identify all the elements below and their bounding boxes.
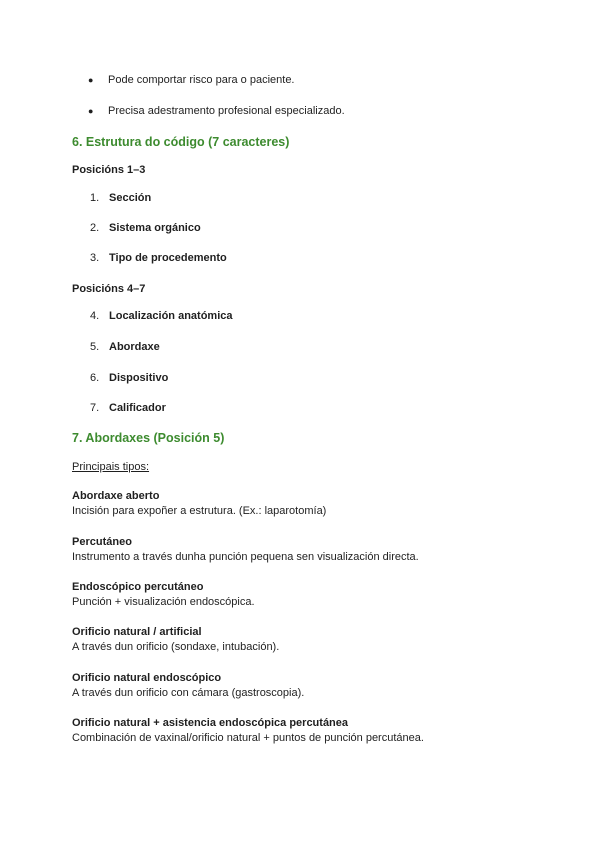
list-number: 2. <box>90 222 100 234</box>
list-text: Sistema orgánico <box>109 222 201 234</box>
definition-block <box>72 716 542 746</box>
definition-block <box>72 671 542 701</box>
definition-desc: Punción + visualización endoscópica. <box>72 596 255 608</box>
definition-desc: Instrumento a través dunha punción pequena sen visualización directa. <box>72 551 419 563</box>
list-text: Sección <box>109 192 152 204</box>
ordered-list-item <box>90 221 201 235</box>
bullet-glyph: ● <box>88 106 94 116</box>
bullet-text: Pode comportar risco para o paciente. <box>108 74 295 86</box>
definition-desc: A través dun orificio (sondaxe, intubación). <box>72 641 280 653</box>
list-text: Dispositivo <box>109 372 169 384</box>
definition-term: Endoscópico percutáneo <box>72 581 204 593</box>
list-text: Localización anatómica <box>109 310 233 322</box>
definition-term: Percutáneo <box>72 536 132 548</box>
definition-term: Orificio natural / artificial <box>72 626 202 638</box>
list-number: 7. <box>90 402 100 414</box>
section-heading-6: 6. Estrutura do código (7 caracteres) <box>72 135 290 149</box>
definition-block <box>72 625 542 655</box>
definition-block <box>72 489 542 519</box>
list-number: 6. <box>90 372 100 384</box>
ordered-list-item <box>90 340 160 354</box>
bullet-item <box>88 73 295 87</box>
definition-block <box>72 535 542 565</box>
list-text: Tipo de procedemento <box>109 252 227 264</box>
definition-desc: Incisión para expoñer a estrutura. (Ex.: laparotomía) <box>72 505 327 517</box>
list-text: Abordaxe <box>109 341 160 353</box>
ordered-list-item <box>90 191 151 205</box>
ordered-list-item <box>90 371 168 385</box>
list-number: 1. <box>90 192 100 204</box>
intro-text: Principais tipos: <box>72 461 150 473</box>
ordered-list-item <box>90 309 232 323</box>
ordered-list-item <box>90 401 166 415</box>
list-number: 3. <box>90 252 100 264</box>
definition-desc: A través dun orificio con cámara (gastroscopia). <box>72 687 305 699</box>
list-number: 5. <box>90 341 100 353</box>
bullet-item <box>88 104 345 118</box>
positions-1-3-label: Posicións 1–3 <box>72 164 146 176</box>
list-number: 4. <box>90 310 100 322</box>
ordered-list-item <box>90 251 227 265</box>
definition-block <box>72 580 542 610</box>
definition-desc: Combinación de vaxinal/orificio natural + puntos de punción percutánea. <box>72 732 424 744</box>
list-text: Calificador <box>109 402 166 414</box>
section-heading-7: 7. Abordaxes (Posición 5) <box>72 431 225 445</box>
definition-term: Orificio natural endoscópico <box>72 672 222 684</box>
bullet-text: Precisa adestramento profesional especializado. <box>108 105 345 117</box>
bullet-glyph: ● <box>88 75 94 85</box>
definition-term: Orificio natural + asistencia endoscópica percutánea <box>72 717 349 729</box>
positions-4-7-label: Posicións 4–7 <box>72 283 146 295</box>
definition-term: Abordaxe aberto <box>72 490 160 502</box>
